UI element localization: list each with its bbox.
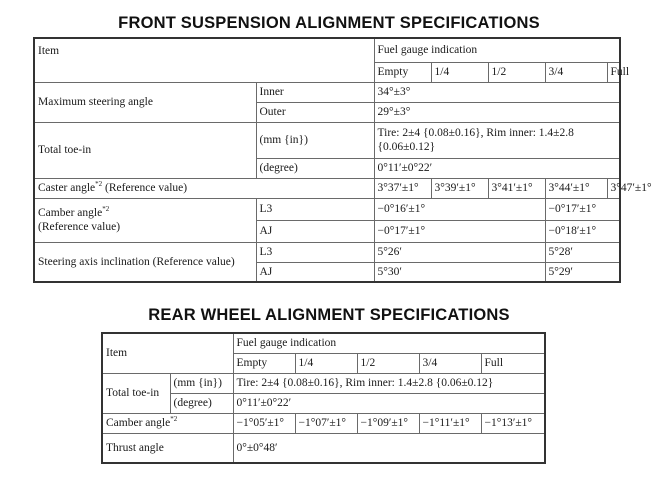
max-steering-label: Maximum steering angle xyxy=(34,82,256,122)
camber-aj-label: AJ xyxy=(256,220,374,242)
rear-camber-half: −1°09′±1° xyxy=(357,413,419,433)
outer-value: 29°±3° xyxy=(374,102,620,122)
rear-fuel-gauge-header: Fuel gauge indication xyxy=(233,333,545,353)
thrust-angle-value: 0°±0°48′ xyxy=(233,433,545,463)
degree-label: (degree) xyxy=(256,158,374,178)
camber-l3-label: L3 xyxy=(256,198,374,220)
rear-level-half: 1/2 xyxy=(357,353,419,373)
item-header: Item xyxy=(34,38,374,82)
outer-label: Outer xyxy=(256,102,374,122)
inner-label: Inner xyxy=(256,82,374,102)
level-half: 1/2 xyxy=(488,62,545,82)
rear-degree-label: (degree) xyxy=(170,393,233,413)
rear-item-header: Item xyxy=(102,333,233,373)
toe-in-degree-value: 0°11′±0°22′ xyxy=(374,158,620,178)
sai-l3-value-a: 5°26′ xyxy=(374,242,545,262)
rear-wheel-title: REAR WHEEL ALIGNMENT SPECIFICATIONS xyxy=(148,306,510,324)
rear-toe-in-degree-value: 0°11′±0°22′ xyxy=(233,393,545,413)
rear-alignment-table xyxy=(101,332,546,464)
camber-label: Camber angle$^{*2}$ (Reference value) xyxy=(34,198,256,242)
front-alignment-table xyxy=(33,37,652,283)
caster-quarter: 3°39′±1° xyxy=(431,178,488,198)
sai-label: Steering axis inclination (Reference value) xyxy=(34,242,256,282)
rear-camber-full: −1°13′±1° xyxy=(481,413,545,433)
rear-level-full: Full xyxy=(481,353,545,373)
camber-aj-value-b: −0°18′±1° xyxy=(545,220,620,242)
toe-in-mm-value: Tire: 2±4 {0.08±0.16}, Rim inner: 1.4±2.8 {0.06±0.12} xyxy=(374,122,620,158)
sai-l3-label: L3 xyxy=(256,242,374,262)
camber-l3-value-b: −0°17′±1° xyxy=(545,198,620,220)
rear-camber-three-quarter: −1°11′±1° xyxy=(419,413,481,433)
caster-half: 3°41′±1° xyxy=(488,178,545,198)
level-three-quarter: 3/4 xyxy=(545,62,607,82)
camber-l3-value-a: −0°16′±1° xyxy=(374,198,545,220)
level-full: Full xyxy=(607,62,620,82)
camber-aj-value-a: −0°17′±1° xyxy=(374,220,545,242)
thrust-angle-label: Thrust angle xyxy=(102,433,233,463)
rear-camber-quarter: −1°07′±1° xyxy=(295,413,357,433)
rear-mm-in-label: (mm {in}) xyxy=(170,373,233,393)
caster-full: 3°47′±1° xyxy=(607,178,620,198)
caster-three-quarter: 3°44′±1° xyxy=(545,178,607,198)
caster-empty: 3°37′±1° xyxy=(374,178,431,198)
rear-level-quarter: 1/4 xyxy=(295,353,357,373)
level-quarter: 1/4 xyxy=(431,62,488,82)
rear-toe-in-label: Total toe-in xyxy=(102,373,170,413)
rear-level-three-quarter: 3/4 xyxy=(419,353,481,373)
level-empty: Empty xyxy=(374,62,431,82)
front-suspension-title: FRONT SUSPENSION ALIGNMENT SPECIFICATIONS xyxy=(118,14,540,32)
rear-level-empty: Empty xyxy=(233,353,295,373)
rear-camber-empty: −1°05′±1° xyxy=(233,413,295,433)
rear-camber-label: Camber angle$^{*2}$ xyxy=(102,413,233,433)
sai-aj-value-a: 5°30′ xyxy=(374,262,545,282)
rear-toe-in-mm-value: Tire: 2±4 {0.08±0.16}, Rim inner: 1.4±2.8 {0.06±0.12} xyxy=(233,373,545,393)
fuel-gauge-header: Fuel gauge indication xyxy=(374,38,620,62)
mm-in-label: (mm {in}) xyxy=(256,122,374,158)
inner-value: 34°±3° xyxy=(374,82,620,102)
sai-aj-value-b: 5°29′ xyxy=(545,262,620,282)
sai-aj-label: AJ xyxy=(256,262,374,282)
toe-in-label: Total toe-in xyxy=(34,122,256,178)
sai-l3-value-b: 5°28′ xyxy=(545,242,620,262)
caster-label: Caster angle$^{*2}$ (Reference value) xyxy=(34,178,374,198)
